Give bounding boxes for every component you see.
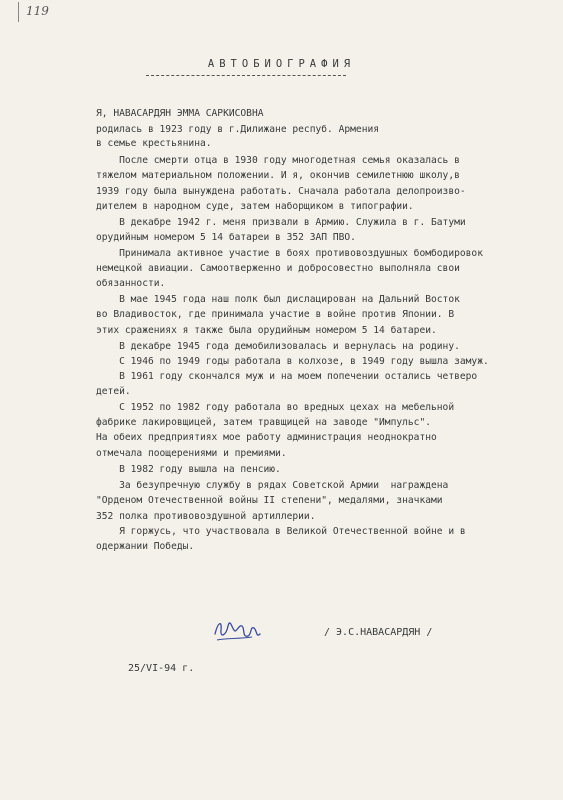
text-line: Я горжусь, что участвовала в Великой Отечественной войне и в <box>96 526 466 537</box>
page-number: 119 <box>26 4 49 18</box>
text-line: фабрике лакировщицей, затем травщицей на заводе "Импульс". <box>96 417 432 428</box>
text-line: В 1961 году скончался муж и на моем попечении остались четверо <box>96 371 478 382</box>
text-line: отмечала поощерениями и премиями. <box>96 448 287 459</box>
text-line: Принимала активное участие в боях противовоздушных бомбодировок <box>96 248 483 259</box>
text-line: В мае 1945 года наш полк был дислацирован на Дальний Восток <box>96 294 460 305</box>
text-line: За безупречную службу в рядах Советской Армии награждена <box>96 480 449 491</box>
document-title: АВТОБИОГРАФИЯ <box>207 58 356 70</box>
text-line: На обеих предприятиях мое работу администрация неоднократно <box>96 432 437 443</box>
title-underline <box>146 75 346 76</box>
text-line: В 1982 году вышла на пенсию. <box>96 464 281 475</box>
text-line: С 1946 по 1949 годы работала в колхозе, в 1949 году вышла замуж. <box>96 356 489 367</box>
text-line: орудийным номером 5 14 батареи в 352 ЗАП ПВО. <box>96 232 356 243</box>
text-line: родилась в 1923 году в г.Дилижане респуб. Армения <box>96 124 380 135</box>
text-line: немецкой авиации. Самоотверженно и добросовестно выполняла свои <box>96 263 460 274</box>
text-line: дителем в народном суде, затем наборщиком в типографии. <box>96 201 414 212</box>
text-line: С 1952 по 1982 году работала во вредных цехах на мебельной <box>96 402 455 413</box>
handwritten-signature <box>212 614 264 644</box>
text-line: "Орденом Отечественной войны II степени", медалями, значками <box>96 495 443 506</box>
text-line: в семье крестьянина. <box>96 138 212 149</box>
text-line: тяжелом материальном положении. И я, окончив семилетнюю школу,в <box>96 170 460 181</box>
text-line: Я, НАВАСАРДЯН ЭММА САРКИСОВНА <box>96 108 264 119</box>
text-line: После смерти отца в 1930 году многодетная семья оказалась в <box>96 155 460 166</box>
text-line: во Владивосток, где принимала участие в войне против Японии. В <box>96 309 455 320</box>
text-line: обязанности. <box>96 278 166 289</box>
text-line: детей. <box>96 386 131 397</box>
text-line: одержании Победы. <box>96 541 195 552</box>
text-line: В декабре 1945 года демобилизовалась и вернулась на родину. <box>96 341 460 352</box>
text-line: В декабре 1942 г. меня призвали в Армию. Служила в г. Батуми <box>96 217 466 228</box>
text-line: 1939 году была вынуждена работать. Сначала работала делопроизво- <box>96 186 466 197</box>
page-corner-mark <box>18 2 19 22</box>
text-line: этих сражениях я также была орудийным номером 5 14 батареи. <box>96 325 437 336</box>
signature-name: / Э.С.НАВАСАРДЯН / <box>324 627 433 638</box>
document-date: 25/VI-94 г. <box>128 663 195 674</box>
text-line: 352 полка противовоздушной артиллерии. <box>96 511 316 522</box>
